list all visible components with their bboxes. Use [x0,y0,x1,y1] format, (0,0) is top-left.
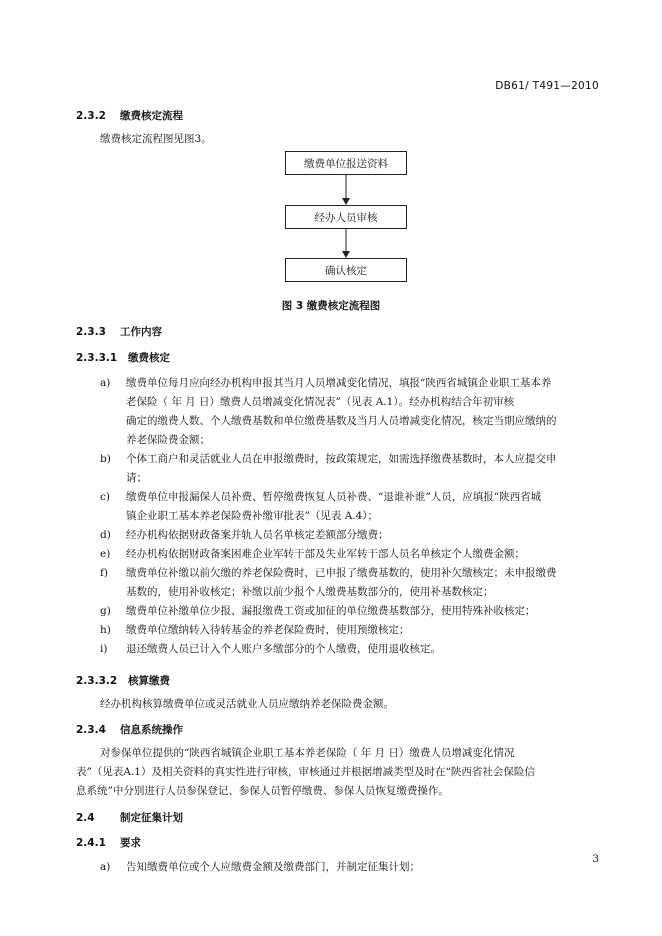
flow-box-review: 经办人员审核 [285,205,407,229]
s234-line-1: 对参保单位提供的“陕西省城镇企业职工基本养老保险（ 年 月 日）缴费人员增减变化情况 [100,747,515,759]
heading-2-4-1: 2.4.1 要求 [76,837,141,849]
s234-line-3: 息系统”中分别进行人员参保登记、参保人员暂停缴费、参保人员恢复缴费操作。 [76,785,449,797]
heading-2-3-3-1: 2.3.3.1 缴费核定 [76,352,170,364]
heading-2-3-4: 2.3.4 信息系统操作 [76,724,183,736]
heading-2-3-2: 2.3.2 缴费核定流程 [76,110,183,122]
flow-arrow-1 [342,175,350,205]
flow-arrows [0,0,662,300]
heading-2-3-3: 2.3.3 工作内容 [76,326,162,338]
s2332-text: 经办机构核算缴费单位或灵活就业人员应缴纳养老保险费金额。 [100,698,394,710]
figure-caption: 图 3 缴费核定流程图 [281,300,381,312]
running-header: DB61/ T491—2010 [495,80,599,92]
heading-2-4: 2.4 制定征集计划 [76,812,183,824]
flow-box-submit: 缴费单位报送资料 [285,151,407,175]
flow-arrow-2 [342,229,350,258]
s232-intro: 缴费核定流程图见图3。 [100,133,212,145]
flow-box-confirm: 确认核定 [285,258,407,282]
s234-line-2: 表”（见表A.1）及相关资料的真实性进行审核，审核通过并根据增减类型及时在“陕西省社会保险信 [76,766,535,778]
page-number: 3 [592,853,599,865]
heading-2-3-3-2: 2.3.3.2 核算缴费 [76,675,170,687]
